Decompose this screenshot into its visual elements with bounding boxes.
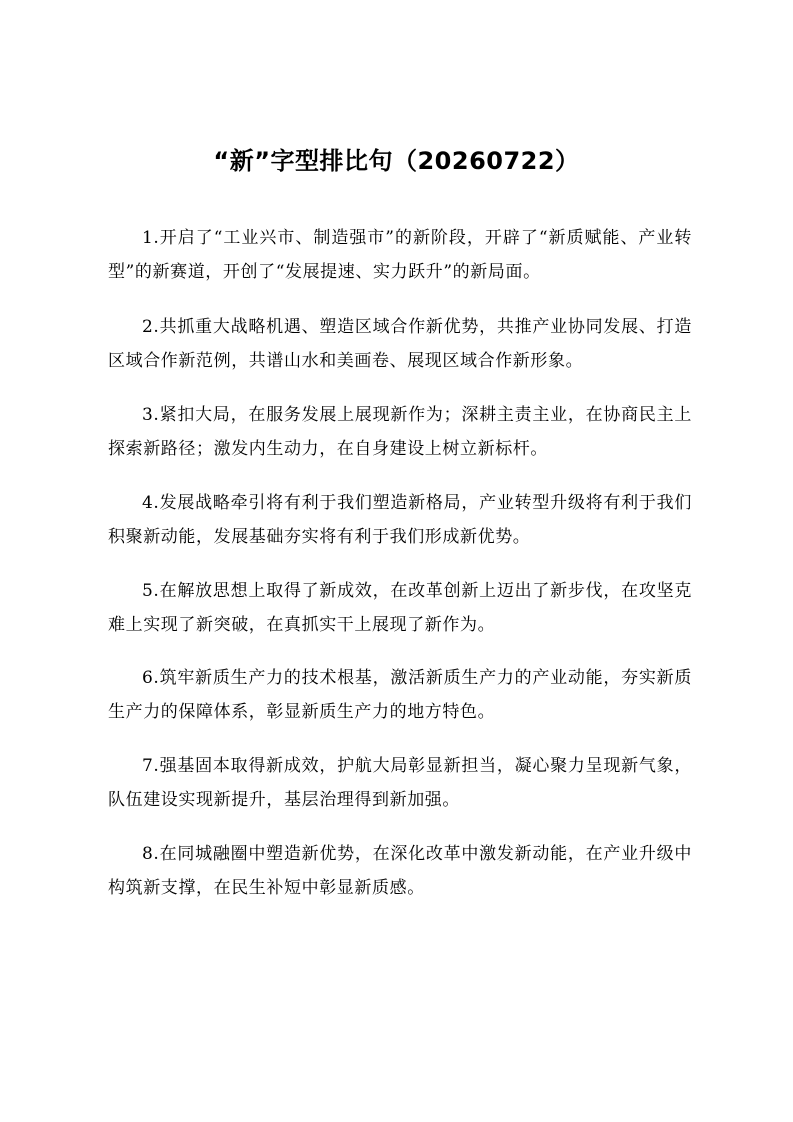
paragraph-6: 6.筑牢新质生产力的技术根基，激活新质生产力的产业动能，夯实新质生产力的保障体系，彰显新质生产力的地方特色。 (108, 668, 692, 722)
page-title: “新”字型排比句（20260722） (213, 147, 580, 175)
paragraph-2: 2.共抓重大战略机遇、塑造区域合作新优势，共推产业协同发展、打造区域合作新范例，共谱山水和美画卷、展现区域合作新形象。 (108, 317, 692, 371)
paragraph-5: 5.在解放思想上取得了新成效，在改革创新上迈出了新步伐，在攻坚克难上实现了新突破，在真抓实干上展现了新作为。 (108, 581, 692, 635)
paragraph-4: 4.发展战略牵引将有利于我们塑造新格局，产业转型升级将有利于我们积聚新动能，发展基础夯实将有利于我们形成新优势。 (108, 493, 692, 547)
paragraph-8: 8.在同城融圈中塑造新优势，在深化改革中激发新动能，在产业升级中构筑新支撑，在民生补短中彰显新质感。 (108, 844, 692, 898)
paragraph-3: 3.紧扣大局，在服务发展上展现新作为；深耕主责主业，在协商民主上探索新路径；激发内生动力，在自身建设上树立新标杆。 (108, 405, 692, 459)
paragraph-1: 1.开启了“工业兴市、制造强市”的新阶段，开辟了“新质赋能、产业转型”的新赛道，开创了“发展提速、实力跃升”的新局面。 (108, 228, 692, 282)
paragraph-7: 7.强基固本取得新成效，护航大局彰显新担当，凝心聚力呈现新气象，队伍建设实现新提升，基层治理得到新加强。 (108, 756, 692, 810)
